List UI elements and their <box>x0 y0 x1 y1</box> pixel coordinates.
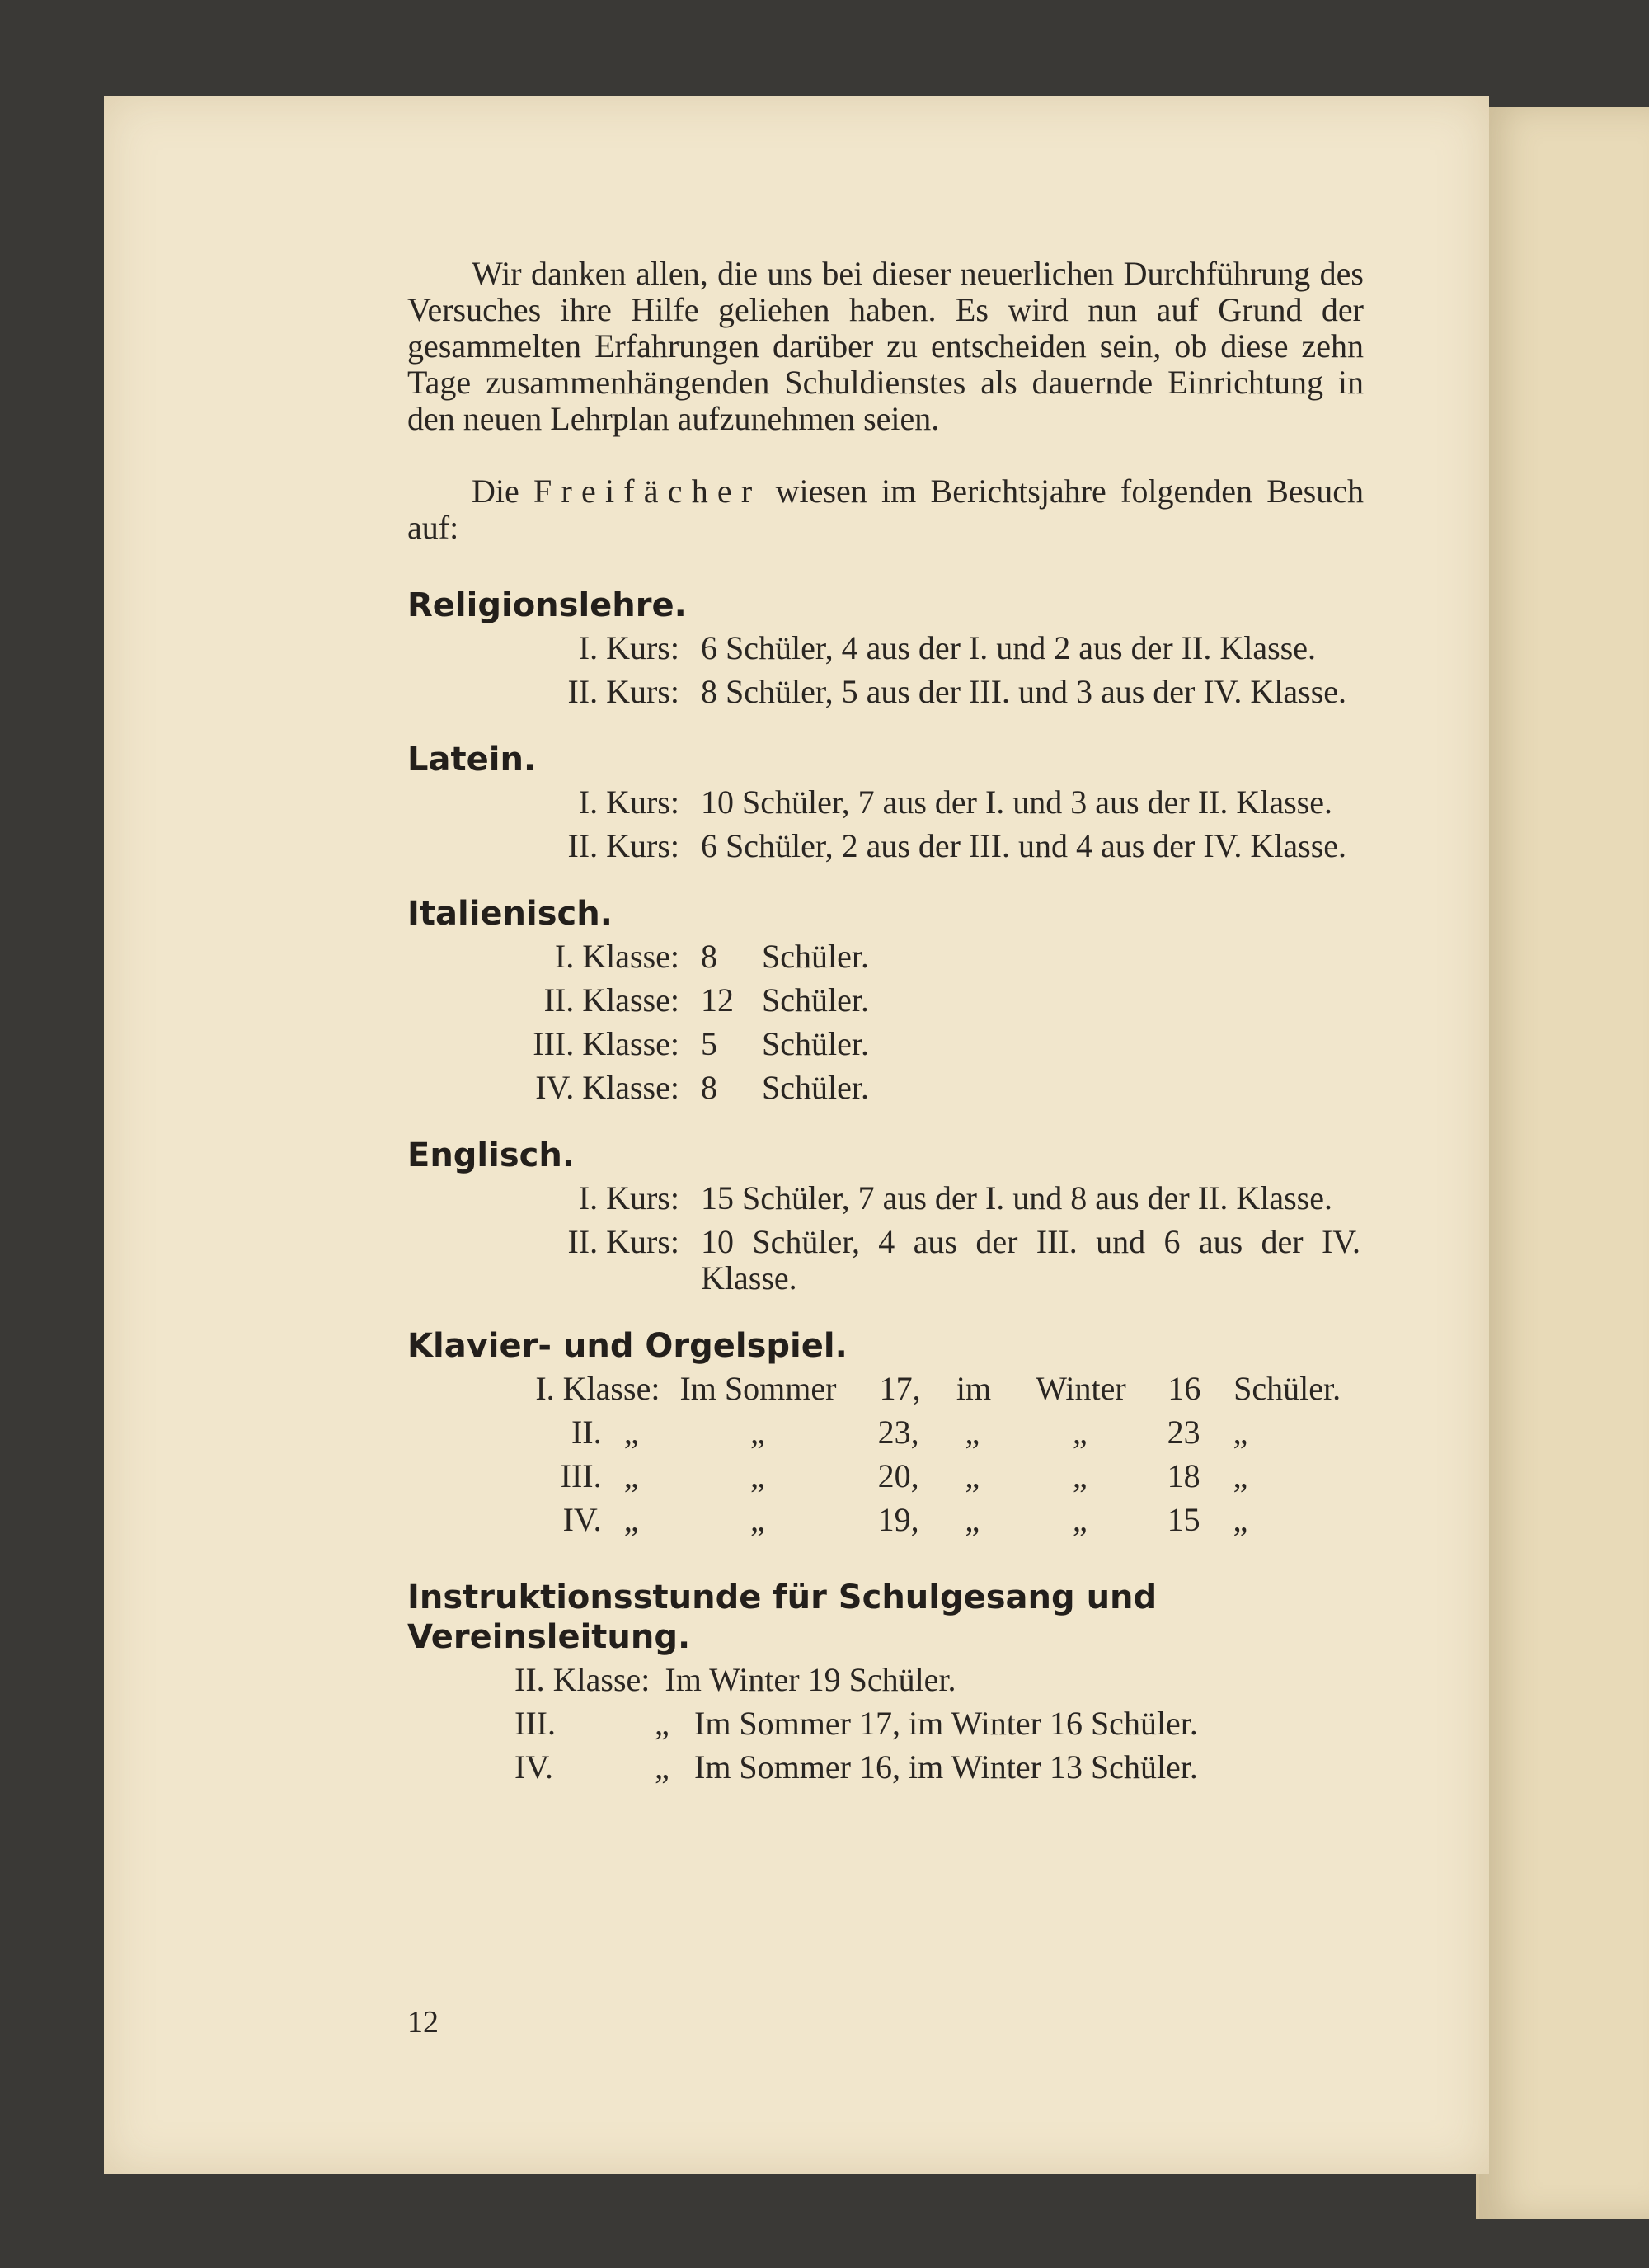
list-item: II. Kurs: 8 Schüler, 5 aus der III. und 3 aus der IV. Klasse. <box>567 673 1347 710</box>
list-item: I. Kurs: 6 Schüler, 4 aus der I. und 2 aus der II. Klasse. <box>578 629 1316 666</box>
religion-list <box>407 630 1364 710</box>
list-item: I. Kurs: 10 Schüler, 7 aus der I. und 3 aus der II. Klasse. <box>578 783 1332 821</box>
page-content <box>407 256 1364 1793</box>
list-item: I. Klasse: 8 Schüler. <box>554 938 869 975</box>
list-item: II. Kurs: 10 Schüler, 4 aus der III. und 6 aus der IV. Klasse. <box>567 1223 1360 1296</box>
table-row: II. „ „ 23, „ „ 23 „ <box>571 1414 1248 1451</box>
heading-italienisch: Italienisch. <box>407 895 613 933</box>
latein-list <box>407 784 1364 864</box>
freifaecher-paragraph: Die Freifächer wiesen im Berichtsjahre folgenden Besuch auf: <box>407 473 1365 546</box>
list-item: III. „ Im Sommer 17, im Winter 16 Schüler. <box>514 1705 1198 1742</box>
heading-englisch: Englisch. <box>407 1136 576 1174</box>
heading-klavier-orgelspiel: Klavier- und Orgelspiel. <box>407 1327 848 1365</box>
italienisch-list <box>407 939 1364 1106</box>
table-row: IV. „ „ 19, „ „ 15 „ <box>562 1501 1248 1538</box>
table-row: III. „ „ 20, „ „ 18 „ <box>560 1457 1248 1494</box>
list-item: III. Klasse: 5 Schüler. <box>533 1025 869 1062</box>
englisch-list <box>407 1180 1364 1296</box>
list-item: IV. „ Im Sommer 16, im Winter 13 Schüler. <box>514 1748 1198 1786</box>
list-item: II. Klasse: 12 Schüler. <box>543 981 869 1019</box>
freifaecher-term: Freifächer <box>533 473 762 510</box>
list-item: I. Kurs: 15 Schüler, 7 aus der I. und 8 aus der II. Klasse. <box>578 1179 1332 1216</box>
klavier-table <box>407 1371 1364 1538</box>
list-item: II. Kurs: 6 Schüler, 2 aus der III. und 4 aus der IV. Klasse. <box>567 827 1347 864</box>
table-row: I. Klasse: Im Sommer 17, im Winter 16 Schüler. <box>535 1370 1341 1407</box>
adjacent-page-edge <box>1476 107 1649 2219</box>
intro-paragraph: Wir danken allen, die uns bei dieser neuerlichen Durchführung des Versuches ihre Hilfe geliehen haben. Es wird nun auf Grund der gesammelten Erfahrungen darüber zu entscheiden sein, ob diese zehn Tage zusammenhängenden Schuldienstes als dauernde Einrichtung in den neuen Lehrplan aufzunehmen seien. <box>407 255 1364 437</box>
heading-instruktionsstunde: Instruktionsstunde für Schulgesang und Vereinsleitung. <box>407 1579 1158 1656</box>
list-item: II. Klasse: Im Winter 19 Schüler. <box>514 1661 956 1698</box>
heading-religionslehre: Religionslehre. <box>407 586 687 624</box>
page-number: 12 <box>407 2005 439 2040</box>
list-item: IV. Klasse: 8 Schüler. <box>535 1069 869 1106</box>
instruktion-list <box>407 1662 1364 1786</box>
heading-latein: Latein. <box>407 741 537 779</box>
